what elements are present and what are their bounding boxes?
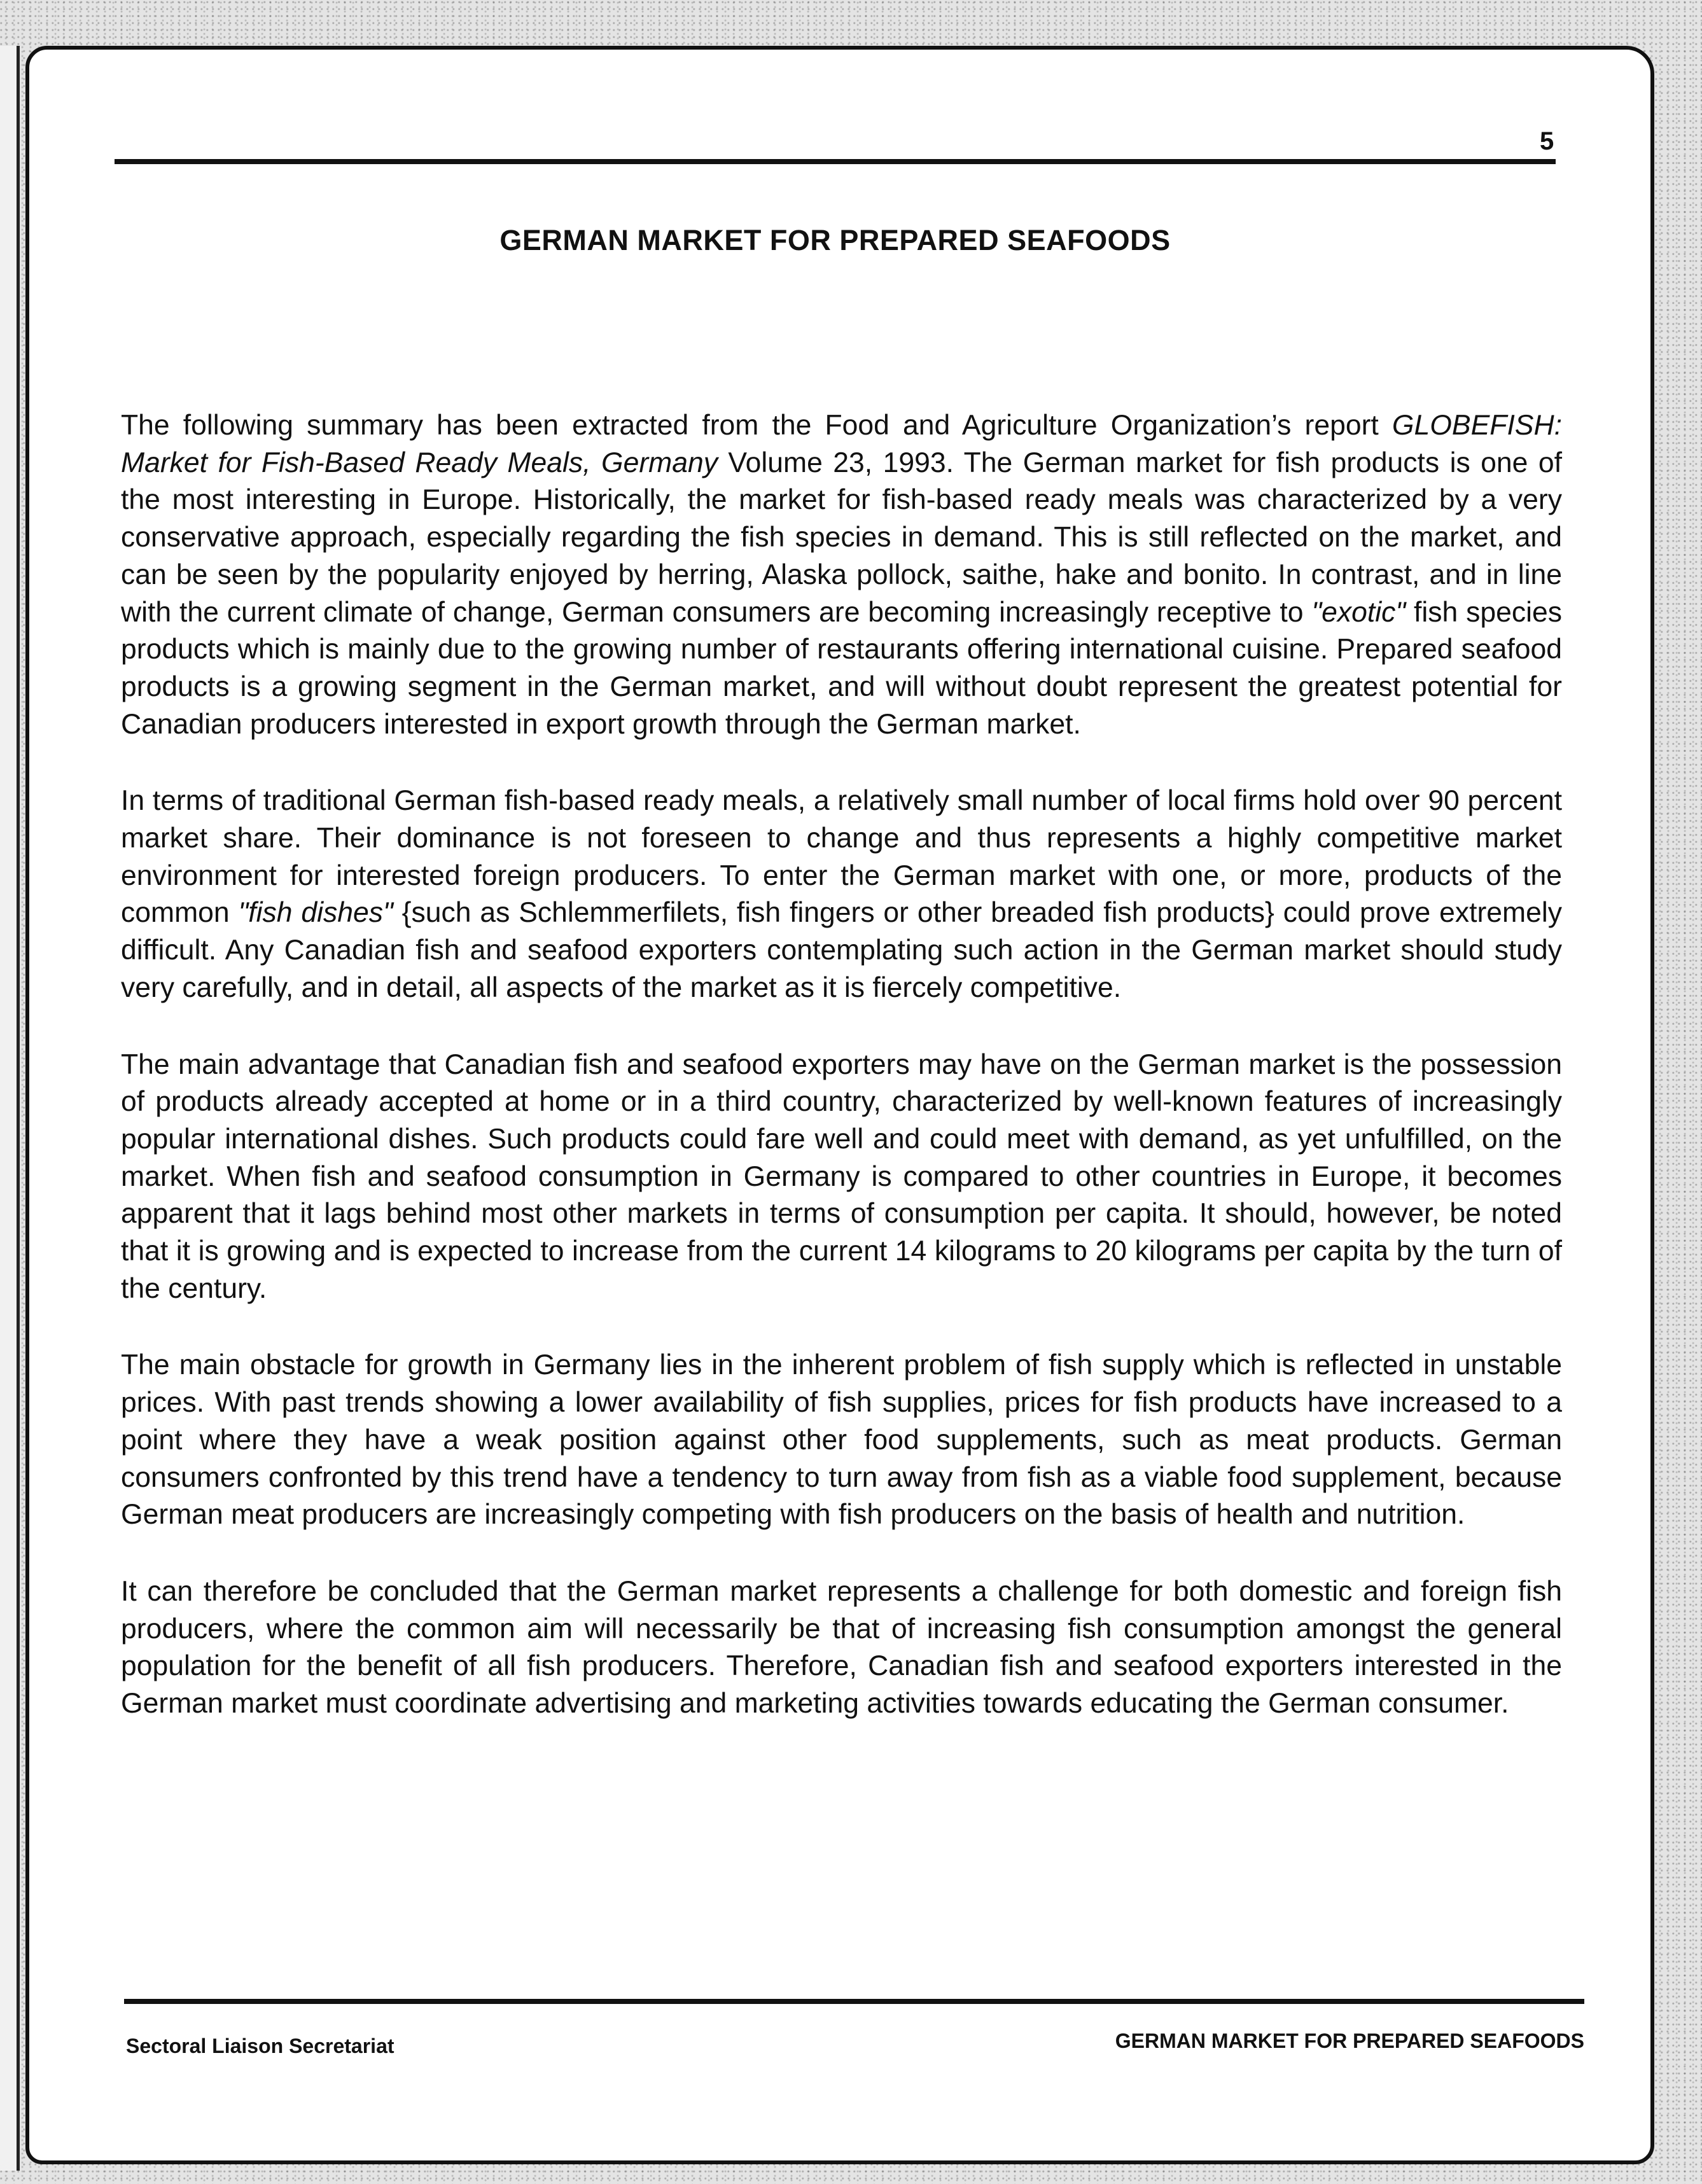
footer-title: GERMAN MARKET FOR PREPARED SEAFOODS (1115, 2029, 1584, 2052)
page-title: GERMAN MARKET FOR PREPARED SEAFOODS (499, 224, 1171, 256)
page-number: 5 (1540, 127, 1554, 155)
paragraph-1-text-c: Volume 23, 1993. The German market for fish products is one of the most interesting in Europe. Historically, the market for fish-based ready meals was characterized by a very conservative approach, especially regarding the fish species in demand. This is still reflected on the market, and can be seen by the popularity enjoyed by herring, Alaska pollock, saithe, hake and bonito. In contrast, and in line with the current climate of change, German consumers are becoming increasingly receptive to (121, 447, 1562, 628)
paragraph-2-text-a: In terms of traditional German fish-based ready meals, a relatively small number of local firms hold over 90 percent market share. Their dominance is not foreseen to change and thus represents a highly competitive market environment for interested foreign producers. To enter the German market with one, or more, products of the common (121, 785, 1562, 929)
paragraph-3: The main advantage that Canadian fish and seafood exporters may have on the German market is the possession of products already accepted at home or in a third country, characterized by well-known features of increasingly popular international dishes. Such products could fare well and could meet with demand, as yet unfulfilled, on the market. When fish and seafood consumption in Germany is compared to other countries in Europe, it becomes apparent that it lags behind most other markets in terms of consumption per capita. It should, however, be noted that it is growing and is expected to increase from the current 14 kilograms to 20 kilograms per capita by the turn of the century. (121, 1048, 1562, 1304)
paragraph-5: It can therefore be concluded that the German market represents a challenge for both domestic and foreign fish producers, where the common aim will necessarily be that of increasing fish consumption amongst the general population for the benefit of all fish producers. Therefore, Canadian fish and seafood exporters interested in the German market must coordinate advertising and marketing activities towards educating the German consumer. (121, 1575, 1562, 1720)
paragraph-1-text-e: fish species products which is mainly due to the growing number of restaurants offering international cuisine. Prepared seafood products is a growing segment in the German market, and will without doubt represent the greatest potential for Canadian producers interested in export growth through the German market. (121, 596, 1563, 740)
header-rule (115, 159, 1556, 164)
binding-edge (0, 46, 20, 2171)
footer-organization: Sectoral Liaison Secretariat (126, 2034, 394, 2057)
paragraph-2 (121, 782, 1562, 1006)
paragraph-4: The main obstacle for growth in Germany lies in the inherent problem of fish supply which is reflected in unstable prices. With past trends showing a lower availability of fish supplies, prices for fish products have increased to a point where they have a weak position against other food supplements, such as meat products. German consumers confronted by this trend have a tendency to turn away from fish as a viable food supplement, because German meat producers are increasingly competing with fish producers on the basis of health and nutrition. (121, 1349, 1562, 1531)
paragraph-1 (121, 407, 1562, 743)
fish-dishes-term: "fish dishes" (238, 897, 393, 929)
paragraph-1-text-a: The following summary has been extracted from the Food and Agriculture Organization’s report (121, 410, 1392, 441)
paragraph-2-text-c: {such as Schlemmerfilets, fish fingers or other breaded fish products} could prove extremely difficult. Any Canadian fish and seafood exporters contemplating such action in the German market should study very carefully, and in detail, all aspects of the market as it is fiercely competitive. (121, 897, 1563, 1003)
footer-rule (124, 1999, 1584, 2004)
report-title: GLOBEFISH: Market for Fish-Based Ready Meals, Germany (121, 410, 1562, 478)
body-text (121, 407, 1562, 1762)
exotic-term: "exotic" (1311, 596, 1406, 628)
